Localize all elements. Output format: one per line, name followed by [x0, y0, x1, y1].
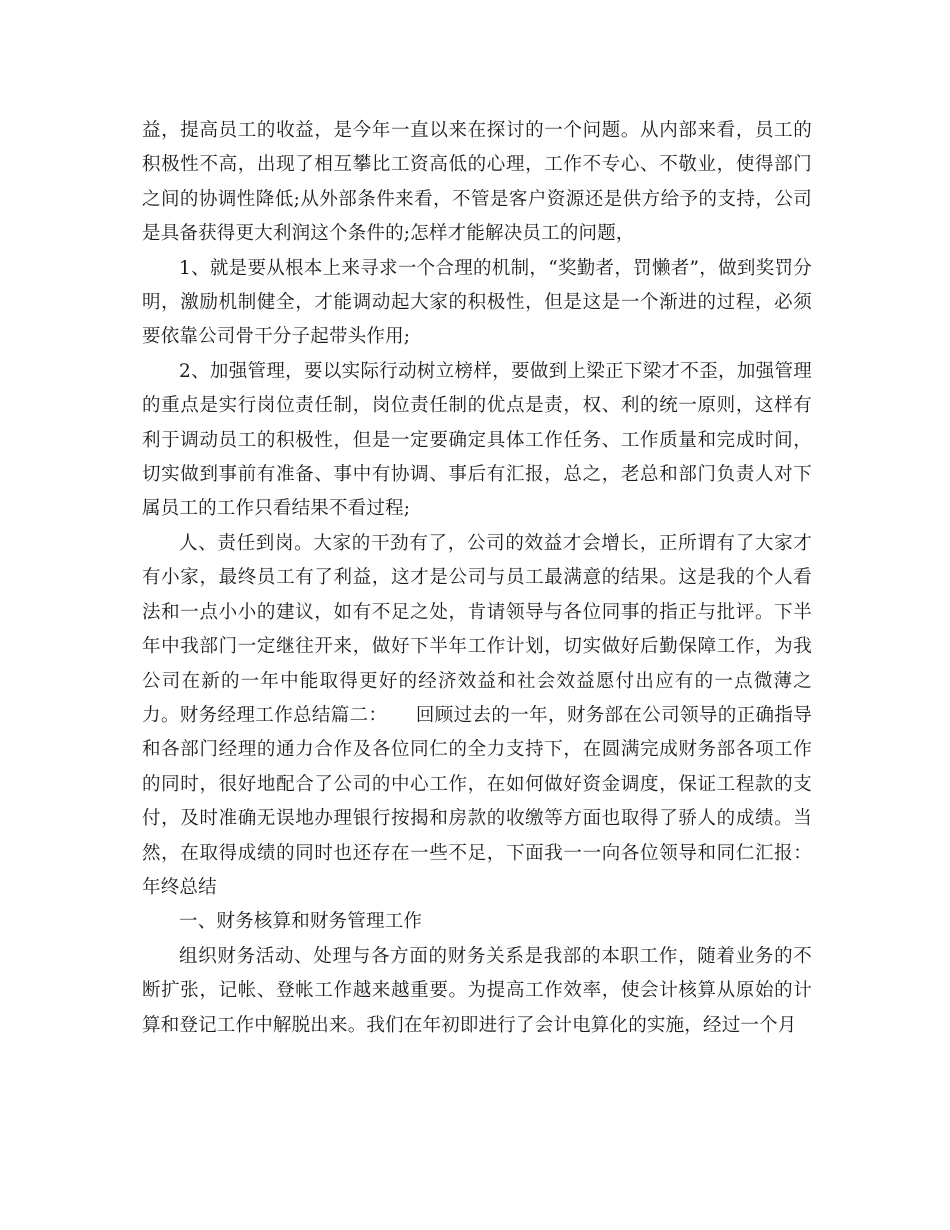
- section-heading-accounting: 一、财务核算和财务管理工作: [179, 911, 423, 933]
- paragraph-point-1: 1、就是要从根本上来寻求一个合理的机制，“奖勤者，罚懒者”，做到奖罚分明，激励机制健全，才能调动起大家的积极性，但是这是一个渐进的过程，必须要依靠公司骨干分子起带头作用;: [142, 257, 812, 348]
- paragraph-continuation: 益，提高员工的收益，是今年一直以来在探讨的一个问题。从内部来看，员工的积极性不高，出现了相互攀比工资高低的心理，工作不专心、不敬业，使得部门之间的协调性降低;从外部条件来看，不管是客户资源还是供方给予的支持，公司是具备获得更大利润这个条件的;怎样才能解决员工的问题，: [142, 120, 812, 245]
- document-body: [142, 114, 812, 1043]
- paragraph-point-2: 2、加强管理，要以实际行动树立榜样，要做到上梁正下梁才不歪，加强管理的重点是实行岗位责任制，岗位责任制的优点是责，权、利的统一原则，这样有利于调动员工的积极性，但是一定要确定具体工作任务、工作质量和完成时间，切实做到事前有准备、事中有协调、事后有汇报，总之，老总和部门负责人对下属员工的工作只看结果不看过程;: [142, 360, 812, 520]
- paragraph-accounting: 组织财务活动、处理与各方面的财务关系是我部的本职工作，随着业务的不断扩张，记帐、登帐工作越来越重要。为提高工作效率，使会计核算从原始的计算和登记工作中解脱出来。我们在年初即进行了会计电算化的实施，经过一个月: [142, 945, 812, 1036]
- paragraph-responsibility: 人、责任到岗。大家的干劲有了，公司的效益才会增长，正所谓有了大家才有小家，最终员工有了利益，这才是公司与员工最满意的结果。这是我的个人看法和一点小小的建议，如有不足之处，肯请领导与各位同事的指正与批评。下半年中我部门一定继往开来，做好下半年工作计划，切实做好后勤保障工作，为我公司在新的一年中能取得更好的经济效益和社会效益愿付出应有的一点微薄之力。财务经理工作总结篇二： 回顾过去的一年，财务部在公司领导的正确指导和各部门经理的通力合作及各位同仁的全力支持下，在圆满完成财务部各项工作的同时，很好地配合了公司的中心工作，在如何做好资金调度，保证工程款的支付，及时准确无误地办理银行按揭和房款的收缴等方面也取得了骄人的成绩。当然，在取得成绩的同时也还存在一些不足，下面我一一向各位领导和同仁汇报：年终总结: [142, 532, 812, 898]
